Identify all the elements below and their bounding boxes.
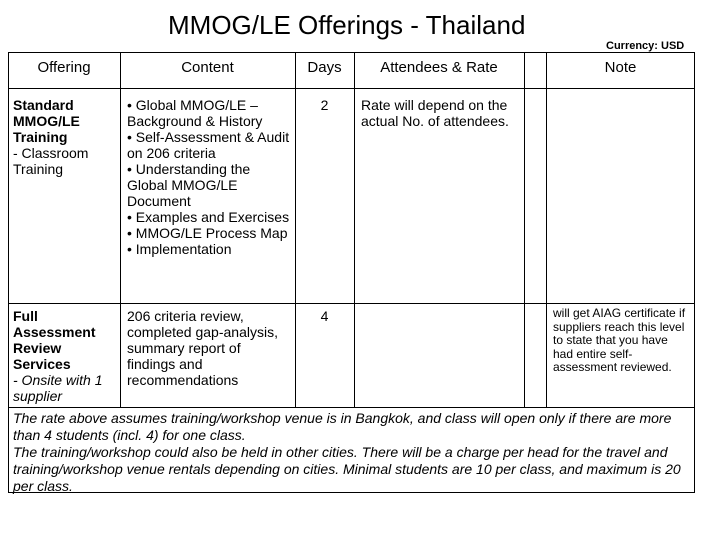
footer-note: The rate above assumes training/workshop venue is in Bangkok, and class will open only if there are more than 4 students (incl. 4) for one class.: [13, 410, 672, 443]
footer-note: The training/workshop could also be held in other cities. There will be a charge per head for the travel and training/workshop venue rentals depending on cities. Minimal students are 10 per class, and maximum is 20 per class.: [13, 444, 681, 494]
row-standard-training: [13, 97, 117, 177]
footer-notes: [13, 410, 693, 495]
header-days: Days: [307, 59, 342, 76]
header-offering: Offering: [37, 59, 91, 76]
attendees-rate-text: Rate will depend on the actual No. of attendees.: [361, 97, 509, 129]
content-item: • Self-Assessment & Audit on 206 criteria: [127, 129, 290, 161]
content-list: [127, 97, 292, 257]
content-item: • Implementation: [127, 241, 232, 257]
column-divider: [546, 52, 547, 407]
page-title: MMOG/LE Offerings - Thailand: [168, 10, 526, 40]
header-content: Content: [181, 59, 234, 76]
column-divider: [354, 52, 355, 407]
row-divider: [8, 407, 695, 408]
header-attendees-rate: Attendees & Rate: [380, 59, 498, 76]
content-item: • Understanding the Global MMOG/LE Document: [127, 161, 251, 209]
content-text: 206 criteria review, completed gap-analysis, summary report of findings and recommendations: [127, 308, 278, 388]
days-value: 4: [320, 308, 329, 324]
content-item: • Global MMOG/LE – Background & History: [127, 97, 263, 129]
row-divider: [8, 303, 695, 304]
column-divider: [524, 52, 525, 407]
content-item: • MMOG/LE Process Map: [127, 225, 288, 241]
note-text: will get AIAG certificate if suppliers reach this level to state that you have had entire self-assessment reviewed.: [553, 306, 686, 374]
currency-label: Currency: USD: [606, 40, 685, 52]
row-divider: [8, 88, 695, 89]
offering-title: Full Assessment Review Services: [13, 308, 96, 372]
header-note: Note: [604, 59, 637, 76]
offering-subtitle: - Classroom Training: [13, 145, 89, 177]
row-full-assessment: [13, 308, 121, 404]
days-value: 2: [320, 97, 329, 113]
content-item: • Examples and Exercises: [127, 209, 290, 225]
offering-subtitle: - Onsite with 1 supplier: [13, 372, 103, 404]
offering-title: Standard MMOG/LE Training: [13, 97, 80, 145]
